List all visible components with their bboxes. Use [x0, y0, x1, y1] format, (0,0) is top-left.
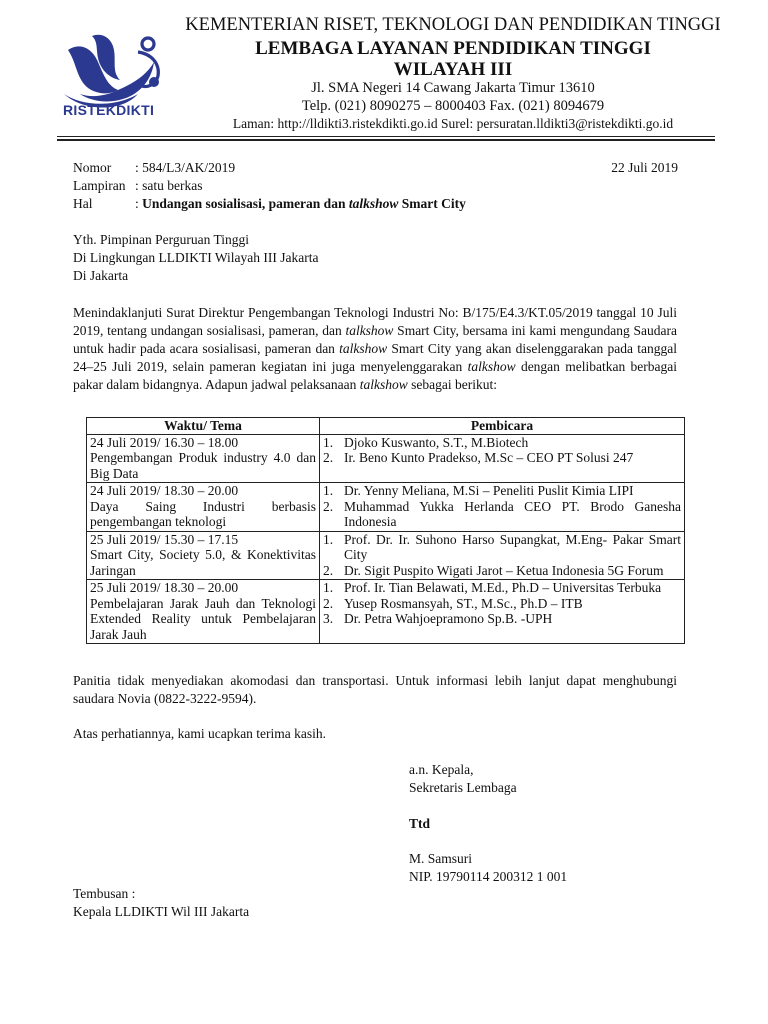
- speaker-name: Djoko Kuswanto, S.T., M.Biotech: [344, 434, 529, 450]
- speaker-name: Prof. Ir. Tian Belawati, M.Ed., Ph.D – Universitas Terbuka: [344, 580, 662, 595]
- schedule-waktu-tema-cell: [87, 580, 320, 644]
- header-divider-thin: [57, 136, 715, 137]
- schedule-speakers-cell: [320, 434, 685, 483]
- speaker-name: Yusep Rosmansyah, ST., M.Sc., Ph.D – ITB: [344, 595, 583, 611]
- recipient-line-1: Yth. Pimpinan Perguruan Tinggi: [73, 232, 250, 247]
- p1-text-a: Menindaklanjuti Surat Direktur Pengembangan Teknologi Industri No: B/175/E4.3/KT.05/2019 tanggal 10 Juli 2019, tentang undangan sosialisasi, pameran, dan: [73, 305, 677, 338]
- p1-text-b: Smart City, bersama ini kami mengundang Saudara untuk hadir pada acara sosialisasi, pameran dan: [73, 323, 677, 356]
- lampiran-row: [73, 178, 202, 194]
- speaker-item: [323, 596, 681, 612]
- lampiran-value: : satu berkas: [135, 178, 203, 193]
- speaker-name: Dr. Sigit Puspito Wigati Jarot – Ketua Indonesia 5G Forum: [344, 562, 664, 578]
- tembusan-item: Kepala LLDIKTI Wil III Jakarta: [73, 904, 250, 919]
- phone-fax: Telp. (021) 8090275 – 8000403 Fax. (021) 8094679: [301, 98, 605, 114]
- hal-subject-part1: Undangan sosialisasi, pameran dan: [142, 196, 349, 211]
- speaker-name: Dr. Petra Wahjoepramono Sp.B. -UPH: [344, 611, 553, 626]
- ministry-name: KEMENTERIAN RISET, TEKNOLOGI DAN PENDIDIKAN TINGGI: [185, 15, 721, 35]
- letter-date: 22 Juli 2019: [611, 160, 678, 175]
- logo-wordmark: RISTEKDIKTI: [63, 102, 155, 118]
- speaker-item: [323, 532, 681, 563]
- speaker-number: 1.: [323, 483, 334, 498]
- schedule-row: [87, 531, 685, 580]
- hal-subject-italic: talkshow: [348, 196, 399, 211]
- speaker-name: Prof. Dr. Ir. Suhono Harso Supangkat, M.Eng- Pakar Smart City: [344, 531, 681, 562]
- schedule-theme: Pembelajaran Jarak Jauh dan Teknologi Extended Reality untuk Pembelajaran Jarak Jauh: [90, 595, 316, 642]
- schedule-body: [87, 434, 685, 644]
- schedule-table: [86, 417, 685, 644]
- speaker-name: Dr. Yenny Meliana, M.Si – Peneliti Puslit Kimia LIPI: [344, 483, 634, 498]
- body-paragraph-2: Panitia tidak menyediakan akomodasi dan transportasi. Untuk informasi lebih lanjut dapat menghubungi saudara Novia (0822-3222-9594).: [73, 673, 677, 706]
- header-waktu-tema: Waktu/ Tema: [87, 418, 320, 435]
- schedule-time: 25 Juli 2019/ 18.30 – 20.00: [90, 580, 239, 595]
- speaker-name: Muhammad Yukka Herlanda CEO PT. Brodo Ganesha Indonesia: [344, 498, 681, 529]
- nomor-row: [73, 160, 235, 176]
- schedule-theme: Pengembangan Produk industry 4.0 dan Big Data: [90, 450, 316, 481]
- recipient-line-3: Di Jakarta: [73, 268, 129, 283]
- p1-italic-2: talkshow: [339, 341, 388, 356]
- p1-italic-3: talkshow: [467, 359, 516, 374]
- hal-row: [73, 196, 466, 212]
- hal-colon: :: [135, 196, 143, 211]
- speaker-number: 2.: [323, 595, 334, 611]
- schedule-header-row: [87, 418, 685, 435]
- recipient-line-2: Di Lingkungan LLDIKTI Wilayah III Jakarta: [73, 250, 319, 265]
- nomor-value: : 584/L3/AK/2019: [135, 160, 236, 175]
- signature-name: M. Samsuri: [409, 851, 473, 866]
- schedule-waktu-tema-cell: [87, 531, 320, 580]
- speaker-item: [323, 483, 681, 499]
- schedule-row: [87, 434, 685, 483]
- speaker-number: 1.: [323, 580, 334, 595]
- nomor-label: Nomor: [73, 160, 112, 175]
- signature-nip: NIP. 19790114 200312 1 001: [409, 869, 568, 884]
- schedule-speakers-cell: [320, 483, 685, 532]
- speaker-item: [323, 435, 681, 451]
- web-email: Laman: http://lldikti3.ristekdikti.go.id Surel: persuratan.lldikti3@ristekdikti.go.id: [232, 116, 674, 131]
- lampiran-label: Lampiran: [73, 178, 126, 193]
- schedule-theme: Smart City, Society 5.0, & Konektivitas Jaringan: [90, 547, 316, 578]
- speaker-number: 3.: [323, 611, 334, 626]
- hal-label: Hal: [73, 196, 93, 211]
- speaker-number: 1.: [323, 434, 334, 450]
- schedule-row: [87, 483, 685, 532]
- schedule-time: 25 Juli 2019/ 15.30 – 17.15: [90, 531, 239, 547]
- p1-italic-1: talkshow: [345, 323, 394, 338]
- schedule-speakers-cell: [320, 580, 685, 644]
- signature-role: Sekretaris Lembaga: [409, 780, 517, 795]
- tembusan-label: Tembusan :: [73, 886, 136, 901]
- schedule-theme: Daya Saing Industri berbasis pengembangan teknologi: [90, 498, 316, 529]
- speaker-number: 2.: [323, 498, 334, 514]
- p1-text-d: dengan melibatkan berbagai pakar dalam bidangnya. Adapun jadwal pelaksanaan: [73, 359, 678, 392]
- institution-name: LEMBAGA LAYANAN PENDIDIKAN TINGGI: [255, 38, 651, 59]
- signature-ttd: Ttd: [409, 816, 431, 831]
- speaker-item: [323, 450, 681, 466]
- header-pembicara: Pembicara: [320, 418, 685, 435]
- schedule-time: 24 Juli 2019/ 18.30 – 20.00: [90, 483, 239, 498]
- hal-subject: [142, 196, 466, 211]
- schedule-speakers-cell: [320, 531, 685, 580]
- speaker-item: [323, 611, 681, 627]
- header-divider-thick: [57, 139, 715, 141]
- region-name: WILAYAH III: [393, 59, 513, 80]
- schedule-time: 24 Juli 2019/ 16.30 – 18.00: [90, 434, 239, 450]
- address: Jl. SMA Negeri 14 Cawang Jakarta Timur 13610: [311, 80, 595, 96]
- schedule-waktu-tema-cell: [87, 483, 320, 532]
- speaker-item: [323, 499, 681, 530]
- hal-subject-part2: Smart City: [398, 196, 466, 211]
- signature-an: a.n. Kepala,: [409, 762, 474, 777]
- p1-italic-4: talkshow: [359, 377, 408, 392]
- body-paragraph-3: Atas perhatiannya, kami ucapkan terima kasih.: [73, 726, 327, 741]
- speaker-item: [323, 563, 681, 579]
- speaker-name: Ir. Beno Kunto Pradekso, M.Sc – CEO PT Solusi 247: [344, 450, 634, 465]
- speaker-number: 1.: [323, 531, 334, 547]
- p1-text-c: Smart City yang akan diselenggarakan pada tanggal 24–25 Juli 2019, selain pameran kegiatan ini juga menyelenggarakan: [73, 341, 677, 374]
- speaker-number: 2.: [323, 450, 334, 465]
- body-paragraph-1: [73, 304, 677, 394]
- speaker-number: 2.: [323, 562, 334, 578]
- schedule-waktu-tema-cell: [87, 434, 320, 483]
- p1-text-e: sebagai berikut:: [407, 377, 498, 392]
- speaker-item: [323, 580, 681, 596]
- schedule-row: [87, 580, 685, 644]
